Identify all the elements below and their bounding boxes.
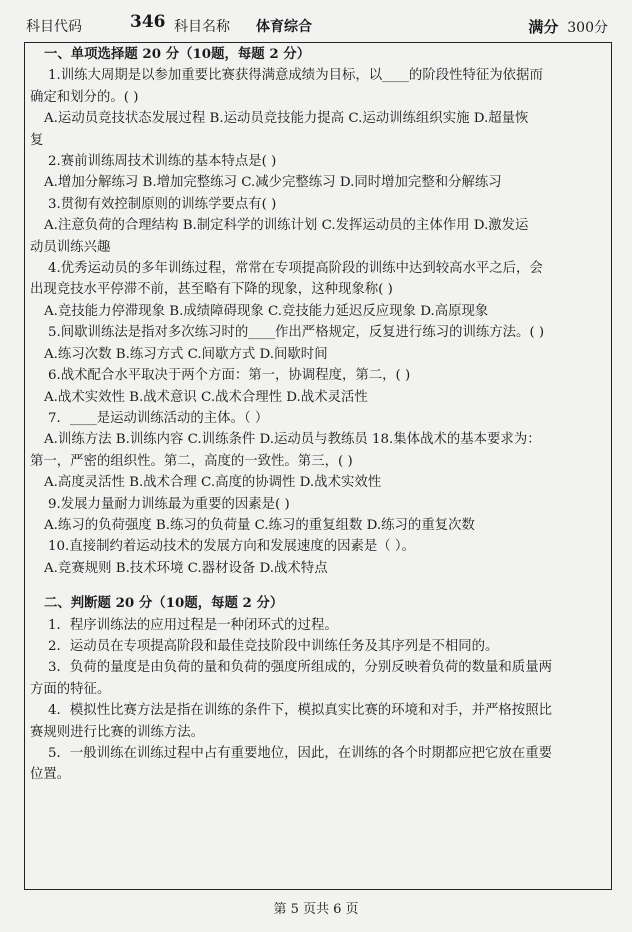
question-continuation: 复 — [30, 132, 44, 148]
question-options: A.高度灵活性 B.战术合理 C.高度的协调性 D.战术实效性 — [44, 475, 382, 491]
question-continuation: 出现竞技水平停滞不前，甚至略有下降的现象，这种现象称( ) — [30, 282, 393, 298]
question-options: A.竞技能力停滞现象 B.成绩障碍现象 C.竞技能力延迟反应现象 D.高原现象 — [44, 303, 489, 319]
question-continuation: 动员训练兴趣 — [30, 239, 111, 255]
choice-questions — [30, 65, 608, 579]
subject-code-label: 科目代码 — [26, 19, 82, 35]
page-number: 第 5 页共 6 页 — [273, 902, 359, 917]
question-continuation: 赛规则进行比赛的训练方法。 — [30, 724, 205, 740]
subject-name-label: 科目名称 — [174, 19, 230, 35]
question-options: A.训练方法 B.训练内容 C.训练条件 D.运动员与教练员 18.集体战术的基本要求为： — [44, 432, 541, 448]
subject-name: 体育综合 — [256, 19, 312, 35]
subject-code: 346 — [130, 12, 166, 32]
question-text: 5．一般训练在训练过程中占有重要地位，因此，在训练的各个时期都应把它放在重要 — [48, 746, 552, 761]
full-score — [528, 16, 608, 37]
question-options: A.竞赛规则 B.技术环境 C.器材设备 D.战术特点 — [44, 560, 328, 576]
exam-header — [22, 10, 612, 40]
question-options: A.运动员竞技状态发展过程 B.运动员竞技能力提高 C.运动训练组织实施 D.超量恢 — [44, 111, 529, 127]
section-title-choice: 一、单项选择题 20 分（10题，每题 2 分） — [44, 46, 311, 62]
question-text: 3.贯彻有效控制原则的训练学要点有( ) — [48, 196, 277, 212]
question-text: 5.间歇训练法是指对多次练习时的____作出严格规定，反复进行练习的训练方法。( ) — [48, 325, 545, 341]
question-text: 2．运动员在专项提高阶段和最佳竞技阶段中训练任务及其序列是不相同的。 — [48, 638, 499, 654]
question-text: 7．____是运动训练活动的主体。（ ） — [48, 410, 269, 426]
question-text: 1.训练大周期是以参加重要比赛获得满意成绩为目标，以____的阶段性特征为依据而 — [48, 68, 543, 84]
question-text: 3．负荷的量度是由负荷的量和负荷的强度所组成的，分别反映着负荷的数量和质量两 — [48, 660, 552, 676]
question-options: A.注意负荷的合理结构 B.制定科学的训练计划 C.发挥运动员的主体作用 D.激发运 — [44, 218, 529, 234]
question-continuation: 方面的特征。 — [30, 681, 111, 697]
question-text: 9.发展力量耐力训练最为重要的因素是( ) — [48, 496, 290, 512]
judgement-questions — [30, 615, 608, 786]
question-text: 4．模拟性比赛方法是指在训练的条件下，模拟真实比赛的环境和对手，并严格按照比 — [48, 703, 552, 719]
question-continuation: 确定和划分的。( ) — [30, 89, 139, 105]
question-continuation: 第一，严密的组织性。第二，高度的一致性。第三，( ) — [30, 453, 353, 469]
exam-content — [30, 44, 608, 786]
question-options: A.战术实效性 B.战术意识 C.战术合理性 D.战术灵活性 — [44, 389, 368, 405]
question-text: 1．程序训练法的应用过程是一种闭环式的过程。 — [48, 617, 338, 633]
question-text: 6.战术配合水平取决于两个方面：第一，协调程度，第二，( ) — [48, 368, 411, 384]
question-options: A.练习次数 B.练习方式 C.间歇方式 D.间歇时间 — [44, 346, 328, 362]
question-text: 2.赛前训练周技术训练的基本特点是( ) — [48, 154, 277, 170]
question-continuation: 位置。 — [30, 767, 71, 783]
question-options: A.增加分解练习 B.增加完整练习 C.减少完整练习 D.同时增加完整和分解练习 — [44, 175, 502, 191]
full-score-label: 满分 — [528, 18, 559, 36]
question-text: 4.优秀运动员的多年训练过程，常常在专项提高阶段的训练中达到较高水平之后，会 — [48, 261, 543, 277]
question-text: 10.直接制约着运动技术的发展方向和发展速度的因素是（ ）。 — [48, 539, 416, 555]
question-options: A.练习的负荷强度 B.练习的负荷量 C.练习的重复组数 D.练习的重复次数 — [44, 517, 475, 533]
section-title-judgement: 二、判断题 20 分（10题，每题 2 分） — [44, 595, 284, 612]
full-score-value: 300分 — [567, 20, 608, 36]
